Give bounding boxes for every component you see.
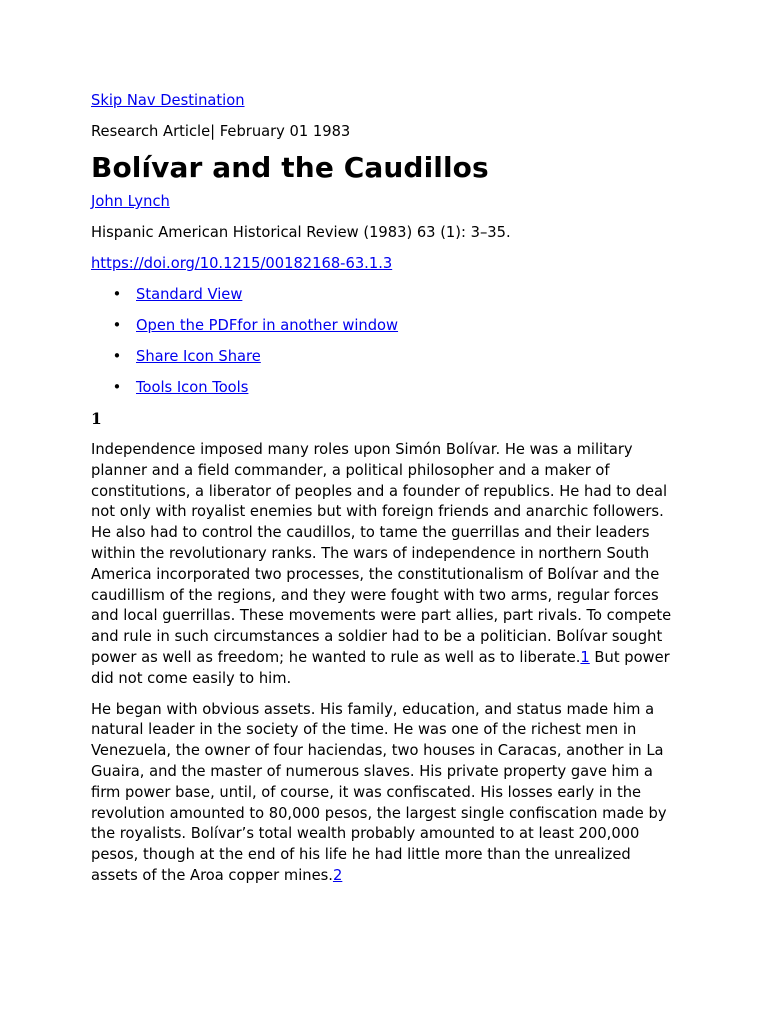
- share-link[interactable]: Share Icon Share: [136, 348, 261, 365]
- tool-item-tools: [112, 378, 691, 398]
- footnote-link-2[interactable]: 2: [332, 866, 343, 884]
- section-number: 1: [91, 409, 102, 428]
- paragraph-1: [91, 440, 681, 690]
- open-pdf-link[interactable]: Open the PDFfor in another window: [136, 317, 399, 334]
- paragraph-1-after: But power did not come easily to him.: [91, 648, 670, 687]
- skip-nav-link[interactable]: Skip Nav Destination: [91, 92, 245, 109]
- tool-item-open-pdf: [112, 316, 691, 336]
- paragraph-2: [91, 700, 681, 887]
- footnote-link-1[interactable]: 1: [580, 648, 590, 666]
- standard-view-link[interactable]: Standard View: [136, 286, 243, 303]
- bullet-icon: •: [112, 317, 122, 334]
- article-meta: Research Article| February 01 1983: [91, 123, 351, 140]
- citation: Hispanic American Historical Review (1983) 63 (1): 3–35.: [91, 224, 511, 241]
- paragraph-1-text: Independence imposed many roles upon Simón Bolívar. He was a military planner and a field commander, a political philosopher and a maker of constitutions, a liberator of peoples and a founder of republics. He had to deal not only with royalist enemies but with foreign friends and anarchic followers. He also had to control the caudillos, to tame the guerrillas and their leaders within the revolutionary ranks. The wars of independence in northern South America incorporated two processes, the constitutionalism of Bolívar and the caudillism of the regions, and they were fought with two arms, regular forces and local guerrillas. These movements were part allies, part rivals. To compete and rule in such circumstances a soldier had to be a politician. Bolívar sought power as well as freedom; he wanted to rule as well as to liberate.: [91, 441, 672, 666]
- page-title: Bolívar and the Caudillos: [91, 151, 489, 184]
- tool-item-share: [112, 347, 691, 367]
- bullet-icon: •: [112, 286, 122, 303]
- doi-link[interactable]: https://doi.org/10.1215/00182168-63.1.3: [91, 255, 393, 272]
- paragraph-2-text: He began with obvious assets. His family, education, and status made him a natural leader in the society of the time. He was one of the richest men in Venezuela, the owner of four haciendas, two houses in Caracas, another in La Guaira, and the master of numerous slaves. His private property gave him a firm power base, until, of course, it was confiscated. His losses early in the revolution amounted to 80,000 pesos, the largest single confiscation made by the royalists. Bolívar’s total wealth probably amounted to at least 200,000 pesos, though at the end of his life he had little more than the unrealized assets of the Aroa copper mines.: [91, 700, 667, 884]
- author-link[interactable]: John Lynch: [91, 193, 170, 210]
- bullet-icon: •: [112, 348, 122, 365]
- bullet-icon: •: [112, 379, 122, 396]
- tools-link[interactable]: Tools Icon Tools: [136, 379, 249, 396]
- tool-item-standard-view: [112, 285, 691, 305]
- article-tools-list: [91, 285, 691, 398]
